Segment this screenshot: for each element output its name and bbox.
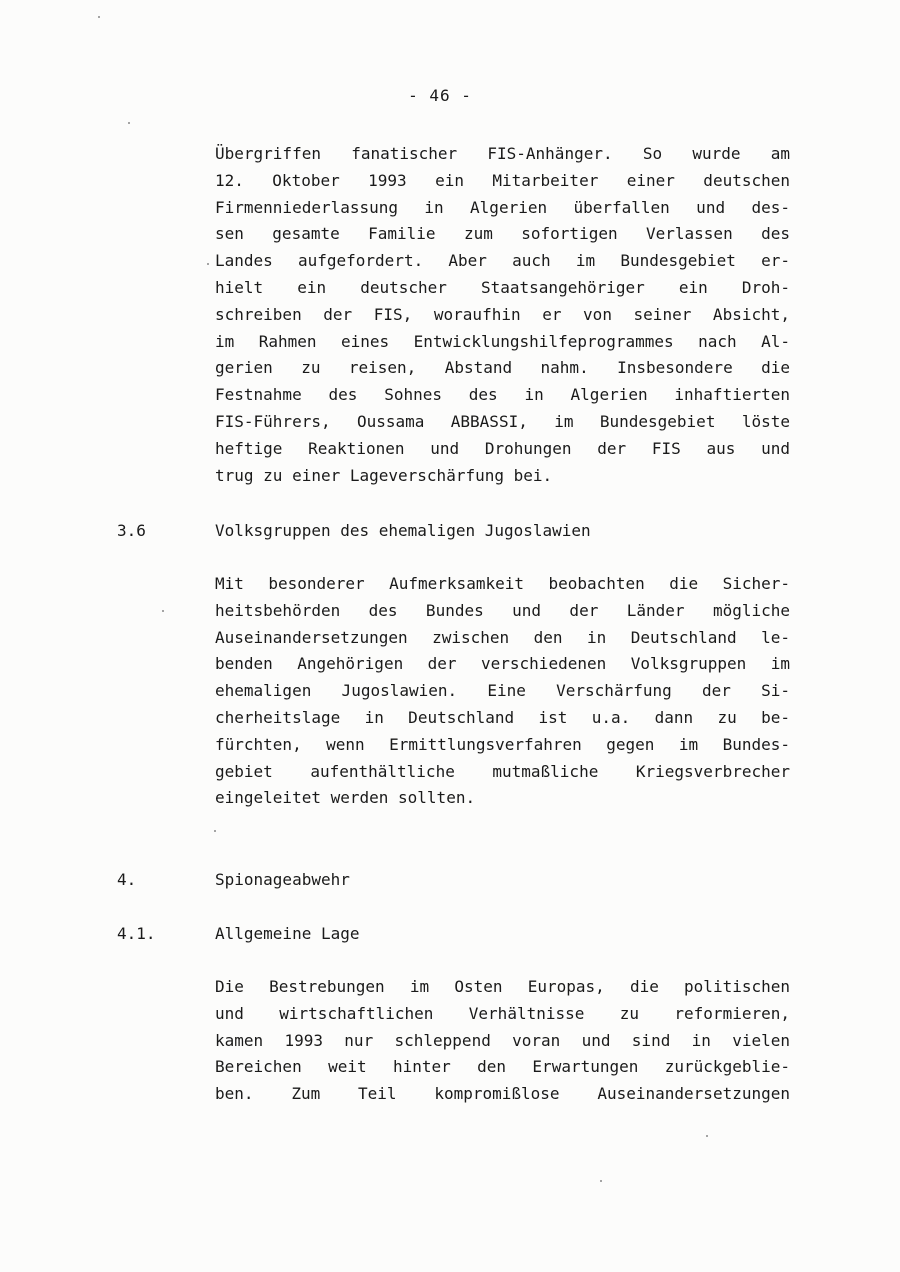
- text-line: fürchten, wenn Ermittlungsverfahren gegen im Bundes-: [215, 734, 790, 754]
- text-line: Mit besonderer Aufmerksamkeit beobachten die Sicher-: [215, 574, 790, 593]
- section-title-4-1: Allgemeine Lage: [215, 924, 360, 943]
- text-line: FIS-Führers, Oussama ABBASSI, im Bundesgebiet löste: [215, 411, 790, 431]
- scan-speck: [207, 263, 209, 265]
- text-line: benden Angehörigen der verschiedenen Volksgruppen im: [215, 654, 790, 674]
- text-line: ben. Zum Teil kompromißlose Auseinandersetzungen: [215, 1084, 790, 1104]
- section-number-4: 4.: [117, 870, 137, 889]
- paragraph-jugoslawien: [215, 571, 790, 812]
- text-line: trug zu einer Lageverschärfung bei.: [215, 465, 553, 485]
- page-number: - 46 -: [408, 86, 472, 105]
- text-line: schreiben der FIS, woraufhin er von seiner Absicht,: [215, 304, 790, 324]
- section-title-4: Spionageabwehr: [215, 870, 350, 889]
- text-line: Bereichen weit hinter den Erwartungen zurückgeblie-: [215, 1057, 790, 1077]
- scan-speck: [600, 1180, 602, 1182]
- text-line: 12. Oktober 1993 ein Mitarbeiter einer deutschen: [215, 170, 790, 190]
- text-line: heftige Reaktionen und Drohungen der FIS aus und: [215, 438, 790, 458]
- paragraph-allgemeine-lage: [215, 974, 790, 1108]
- scan-speck: [128, 122, 130, 124]
- text-line: gerien zu reisen, Abstand nahm. Insbesondere die: [215, 358, 790, 378]
- text-line: cherheitslage in Deutschland ist u.a. dann zu be-: [215, 707, 790, 727]
- scan-speck: [162, 610, 164, 612]
- text-line: im Rahmen eines Entwicklungshilfeprogrammes nach Al-: [215, 331, 790, 351]
- section-title-3-6: Volksgruppen des ehemaligen Jugoslawien: [215, 521, 591, 540]
- scan-speck: [98, 16, 100, 18]
- text-line: Auseinandersetzungen zwischen den in Deutschland le-: [215, 627, 790, 647]
- text-line: ehemaligen Jugoslawien. Eine Verschärfung der Si-: [215, 681, 790, 701]
- text-line: Landes aufgefordert. Aber auch im Bundesgebiet er-: [215, 251, 790, 271]
- text-line: hielt ein deutscher Staatsangehöriger ein Droh-: [215, 277, 790, 297]
- text-line: heitsbehörden des Bundes und der Länder mögliche: [215, 600, 790, 620]
- text-line: eingeleitet werden sollten.: [215, 788, 476, 808]
- scan-speck: [706, 1135, 708, 1137]
- text-line: und wirtschaftlichen Verhältnisse zu reformieren,: [215, 1003, 790, 1023]
- paragraph-fis: [215, 141, 790, 489]
- text-line: Die Bestrebungen im Osten Europas, die politischen: [215, 977, 790, 996]
- text-line: Firmenniederlassung in Algerien überfallen und des-: [215, 197, 790, 217]
- text-line: gebiet aufenthältliche mutmaßliche Kriegsverbrecher: [215, 761, 790, 781]
- section-number-3-6: 3.6: [117, 521, 146, 540]
- scan-speck: [214, 830, 216, 832]
- section-number-4-1: 4.1.: [117, 924, 156, 943]
- text-line: Übergriffen fanatischer FIS-Anhänger. So wurde am: [215, 144, 790, 163]
- text-line: kamen 1993 nur schleppend voran und sind in vielen: [215, 1030, 790, 1050]
- text-line: sen gesamte Familie zum sofortigen Verlassen des: [215, 224, 790, 244]
- text-line: Festnahme des Sohnes des in Algerien inhaftierten: [215, 385, 790, 405]
